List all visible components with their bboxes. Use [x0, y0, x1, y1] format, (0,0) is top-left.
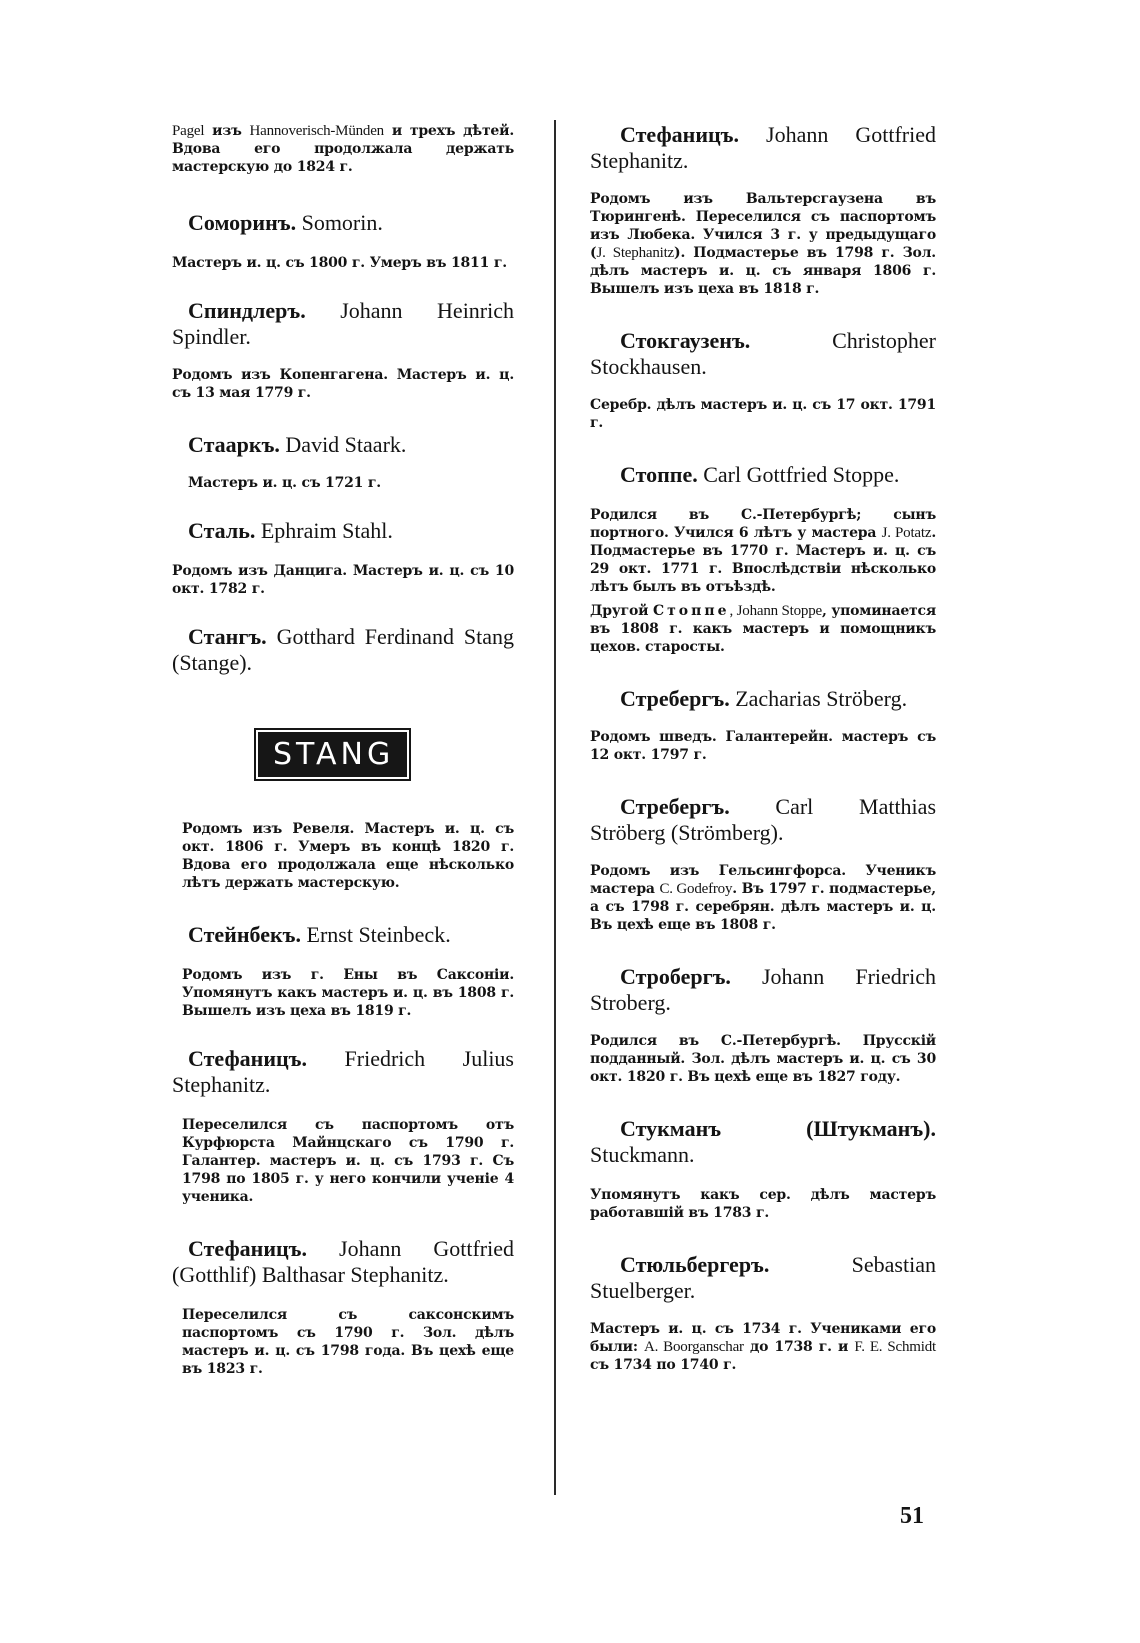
entry-stahl: [172, 518, 514, 598]
entry-pagel-continuation: Pagel изъ Hannoverisch-Münden и трехъ дѣтей. Вдова его продолжала держать мастерскую до 1824 г.: [172, 123, 514, 175]
entry-text: Родомъ изъ Ревеля. Мастеръ и. ц. съ окт. 1806 г. Умеръ въ концѣ 1820 г. Вдова его продолжала еще нѣсколько лѣтъ держать мастерскую.: [182, 821, 514, 891]
entry-text: Мастеръ и. ц. съ 1800 г. Умеръ въ 1811 г.: [172, 255, 507, 271]
entry-stuelberger: [590, 1252, 936, 1374]
entry-text: Родился въ С.-Петербургѣ. Прусскій подданный. Зол. дѣлъ мастеръ и. ц. съ 30 окт. 1820 г. Въ цехѣ еще въ 1827 году.: [590, 1033, 936, 1085]
entry-somorin: [172, 210, 514, 272]
entry-heading: Стребергъ. Carl Matthias Ströberg (Strömberg).: [590, 794, 936, 845]
entry-text: Родомъ изъ Гельсингфорса. Ученикъ мастера C. Godefroy. Въ 1797 г. подмастерье, а съ 1798 г. серебрян. дѣлъ мастеръ и. ц. Въ цехѣ еще въ 1808 г.: [590, 863, 936, 933]
entry-heading: Спиндлеръ. Johann Heinrich Spindler.: [172, 298, 515, 349]
entry-heading: Стейнбекъ. Ernst Steinbeck.: [188, 922, 451, 947]
entry-note: Другой Стоппе, Johann Stoppe, упоминается въ 1808 г. какъ мастеръ и помощникъ цехов. старосты.: [590, 603, 936, 655]
entry-heading: Стефаницъ. Johann Gottfried (Gotthlif) Balthasar Stephanitz.: [172, 1236, 515, 1287]
entry-text: Родомъ изъ Данцига. Мастеръ и. ц. съ 10 окт. 1782 г.: [172, 563, 514, 597]
entry-heading: Сталь. Ephraim Stahl.: [188, 518, 393, 543]
maker-mark-stamp: STANG: [258, 732, 407, 777]
entry-stuckmann: [590, 1116, 936, 1222]
entry-steinbeck: [172, 922, 514, 1020]
entry-text: Родомъ шведъ. Галантерейн. мастеръ съ 12 окт. 1797 г.: [590, 729, 936, 763]
entry-text: Родился въ С.-Петербургѣ; сынъ портного. Учился 6 лѣтъ у мастера J. Potatz. Подмастерье въ 1770 г. Мастеръ и. ц. съ 29 окт. 1771 г. Впослѣдствіи нѣсколько лѣтъ былъ въ отъѣздѣ.: [590, 507, 936, 595]
entry-text: Родомъ изъ Копенгагена. Мастеръ и. ц. съ 13 мая 1779 г.: [172, 367, 514, 401]
entry-text: Мастеръ и. ц. съ 1721 г.: [188, 475, 381, 491]
entry-stephanitz-jgb: [172, 1236, 514, 1378]
entry-stephanitz-fj: [172, 1046, 514, 1206]
entry-heading: Стокгаузенъ. Christopher Stockhausen.: [590, 328, 936, 379]
entry-text: Мастеръ и. ц. съ 1734 г. Учениками его были: A. Boorganschar до 1738 г. и F. E. Schmidt съ 1734 по 1740 г.: [590, 1321, 936, 1373]
entry-stoppe: [590, 462, 936, 656]
column-divider: [554, 120, 556, 1495]
entry-heading: Стоппе. Carl Gottfried Stoppe.: [620, 462, 900, 487]
entry-stroeberg-cm: [590, 794, 936, 934]
entry-heading: Стангъ. Gotthard Ferdinand Stang (Stange).: [172, 624, 514, 675]
entry-heading: Соморинъ. Somorin.: [188, 210, 383, 235]
entry-stroeberg-z: [590, 686, 936, 764]
entry-heading: Стюльбергеръ. Sebastian Stuelberger.: [590, 1252, 936, 1303]
entry-text: Переселился съ саксонскимъ паспортомъ съ 1790 г. Зол. дѣлъ мастеръ и. ц. съ 1798 года. Въ цехѣ еще въ 1823 г.: [182, 1307, 514, 1377]
entry-stroberg: [590, 964, 936, 1086]
entry-staark: [172, 432, 514, 492]
entry-text: Серебр. дѣлъ мастеръ и. ц. съ 17 окт. 1791 г.: [590, 397, 936, 431]
entry-stockhausen: [590, 328, 936, 432]
entry-spindler: [172, 298, 514, 402]
entry-heading: Стааркъ. David Staark.: [188, 432, 407, 457]
page-number: 51: [900, 1503, 924, 1529]
entry-heading: Стефаницъ. Friedrich Julius Stephanitz.: [172, 1046, 514, 1097]
right-column: [590, 122, 936, 1374]
entry-text: Упомянутъ какъ сер. дѣлъ мастеръ работавшій въ 1783 г.: [590, 1187, 936, 1221]
entry-heading: Стробергъ. Johann Friedrich Stroberg.: [590, 964, 936, 1015]
entry-text: Родомъ изъ г. Ены въ Саксоніи. Упомянутъ какъ мастеръ и. ц. въ 1808 г. Вышелъ изъ цеха въ 1819 г.: [182, 967, 514, 1019]
entry-text: Переселился съ паспортомъ отъ Курфюрста Майнцскаго съ 1790 г. Галантер. мастеръ и. ц. съ 1793 г. Съ 1798 по 1805 г. у него кончили ученіе 4 ученика.: [182, 1117, 514, 1205]
stang-maker-mark: [258, 732, 514, 798]
entry-stephanitz-jg: [590, 122, 936, 298]
entry-heading: Стефаницъ. Johann Gottfried Stephanitz.: [590, 122, 937, 173]
entry-heading: Стребергъ. Zacharias Ströberg.: [620, 686, 908, 711]
entry-text: Родомъ изъ Вальтерсгаузена въ Тюрингенѣ. Переселился съ паспортомъ изъ Любека. Учился 3 г. у предыдущаго (J. Stephanitz). Подмастерье въ 1798 г. Зол. дѣлъ мастеръ и. ц. съ января 1806 г. Вышелъ изъ цеха въ 1818 г.: [590, 191, 936, 297]
entry-heading: Стукманъ (Штукманъ). Stuckmann.: [590, 1116, 936, 1167]
left-column: [172, 122, 514, 1378]
entry-stang: [172, 624, 514, 892]
